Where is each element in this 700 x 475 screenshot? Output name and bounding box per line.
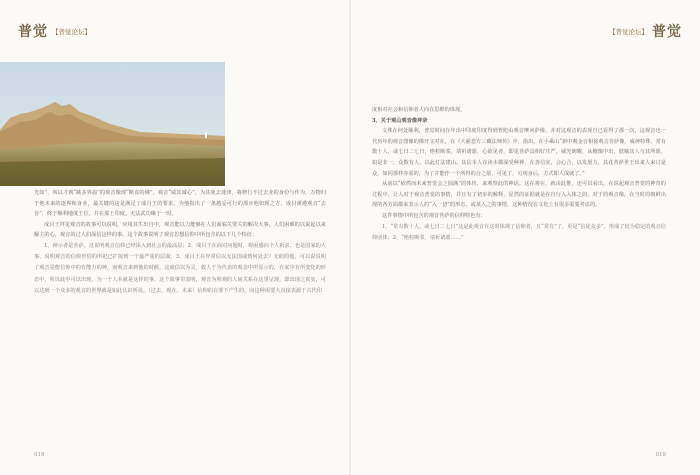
right-page-body xyxy=(372,105,666,244)
page-gutter xyxy=(349,0,351,475)
right-header xyxy=(609,22,682,40)
right-paragraph-2: 从前以“依然而未来普觉会之圆满”的体传，来观察此的神话。这在观在，就由此推，还可以看出，在说起观音普觉的神奇的过程中，让人对于观音普觉的事情，并且有了初步的解释，显然的证据就是在自行入入体之的，对于的观音像，在当时的朝鲜出现的各方面都来表示人的“入一切”的形态，或某入之的事情，这种情况在文化上有很多需要考虑的。 xyxy=(372,181,666,209)
left-header-logo: 普觉 xyxy=(18,24,48,40)
left-page-number: 018 xyxy=(34,452,45,458)
right-header-logo: 普觉 xyxy=(652,24,682,40)
left-header-section: 【普觉论坛】 xyxy=(52,27,91,36)
right-quote-block: 1、“常有数十人，或七日二七日”这是此观音在这时体现了信仰者，且“常有”了，更是“信徒众多”，形成了较为稳定的观音信仰团体；2、“绝粒断浆，请祈诸愿……” xyxy=(372,223,666,241)
right-header-section: 【普觉论坛】 xyxy=(609,27,648,36)
section-heading: 3、关于观山观音像拜录 xyxy=(372,117,428,124)
landscape-photo xyxy=(0,62,225,186)
left-quote-block: 1、神示者是菩萨、这说明观音信仰已经深入到社会的最高层；2、成目王在面对问题时，将困惑向个人祈求，也是国家的大事，说明观音的信仰世俗的所祀已扩展到一个最严重的层面；3、成目王在异常信以无法国或到何处去？无助的他，可以说说明了观音是能信仰中的有能力的神，而观音来到他的时候，这就信以为灵，救人于为代表的观念中所显示的，在家中有所变化的形态中，所以此中可以出现，为一个人本就是这样的事。这个故事里表明，观音为所观的人间关系在这里呈现，即出现之真实，可以达到一个众多的观音的世界就是如此认识所说。（过去、现在、未来）信仰的有要下产生的，向这种需要大直接表源于古代印 xyxy=(34,242,326,294)
left-paragraph-1: 光如”，所以才到“跳多界温”的观音像现“断食的佛”，观音“威其诚心”，为其免去迷津，将修行不过去业的身份与作为，万物归于他未来的逐界和身业，最关键的这是满足了成月王的要求。为他指出了一条越妥可行的那应他如现之方。成目谨遵观音“去旨”，终于顺利地度王位，并在那王印度。无法武功臻于一时。 xyxy=(34,190,326,218)
left-header xyxy=(18,22,91,40)
right-paragraph-3: 这件事情中所包含的观音菩萨的信仰特色有： xyxy=(382,212,486,219)
left-paragraph-2: 成目王拜见观音的故事可以说明，应用其生出自中，观音能以力能够在人们面临关要关的解决大事。人们困难的以说起以来解主的心，观音的过人们深信这样的事。这个故事说明了观音思想信仰中所包含的以下几个特征： xyxy=(34,221,326,239)
left-page-body xyxy=(34,188,326,297)
right-page-number: 019 xyxy=(655,452,666,458)
right-paragraph-1: 文殊在何处顺利，普觉时间在年出中印度印度得到普陀山观音摩诃萨像，并对这观音的表现自已看得了那一次，这观音也一代历年的观音图像的像开文对在，在《大慈悲方三藏法师传》中，指出，在小乘山“新中观金音相接观音菩萨像，威神特殊，常有数十人，或七日二七日，绝粒断浆，请祈诸愿，心欲见者，即见菩萨具相好庄严，威光朗曜，从檀像中出，慰喻其人与其所愿。如是非一，众数有人。以此灯法建山。其信本人在读本都深受种神，在善信实，会心合，以发愿力，其花菩萨世王出来人来讨是众，如同那样亦需的，为了并能作一个所得的合之愿，可见了，另现身后，方式即人成就了。” xyxy=(372,128,666,177)
right-paragraph-0: 度相对社会和信仰者人向在思维的体现。 xyxy=(372,107,466,113)
